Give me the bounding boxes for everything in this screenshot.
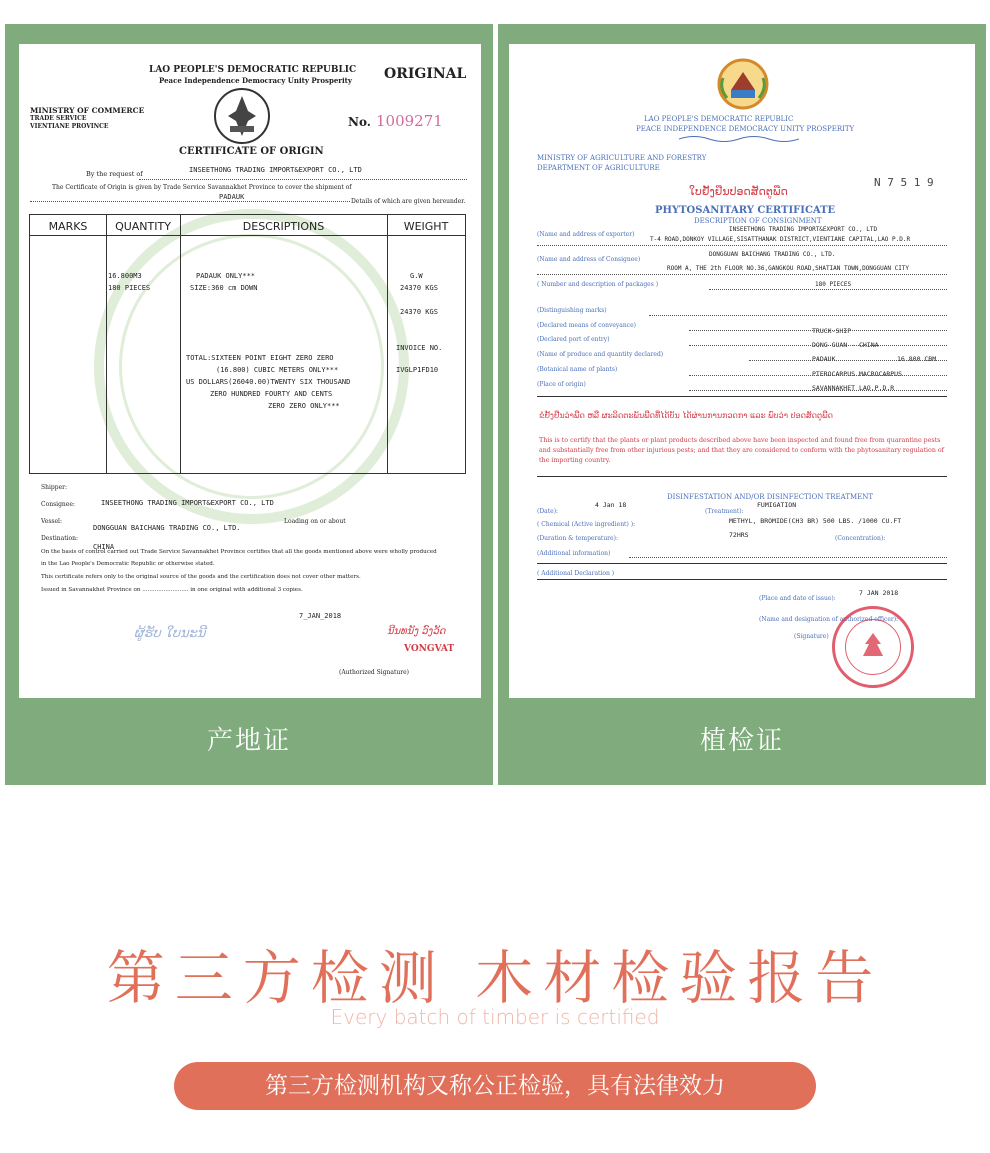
phyto-botanical-value: PTEROCARPUS MACROCARPUS bbox=[812, 370, 903, 378]
phyto-duration-label: (Duration & temperature): bbox=[537, 535, 618, 542]
phyto-duration-value: 72HRS bbox=[729, 531, 749, 539]
phyto-treatment-value: FUMIGATION bbox=[757, 501, 797, 509]
co-ministry-line1: MINISTRY OF COMMERCE bbox=[30, 106, 145, 115]
co-authorized-signature: (Authorized Signature) bbox=[339, 669, 410, 676]
phytosanitary-certificate-panel bbox=[498, 24, 986, 785]
phyto-separator bbox=[537, 476, 947, 477]
co-consignee-label: Consignee: bbox=[41, 501, 75, 508]
co-officer-stamp: ນີນທນັງ ວົງວັດ bbox=[387, 626, 446, 637]
phyto-separator bbox=[537, 396, 947, 397]
certificate-of-origin-document bbox=[19, 44, 481, 698]
co-quantity-volume: 16.800M3 bbox=[108, 272, 142, 280]
co-ministry-line3: VIENTIANE PROVINCE bbox=[30, 123, 109, 130]
co-description-product: PADAUK ONLY*** bbox=[196, 272, 256, 280]
co-dotted-line bbox=[139, 179, 467, 180]
co-header-weight: WEIGHT bbox=[403, 220, 449, 233]
co-officer-name: VONGVAT bbox=[404, 644, 455, 654]
phyto-header-line2: PEACE INDEPENDENCE DEMOCRACY UNITY PROSPERITY bbox=[636, 125, 855, 133]
phyto-origin-label: (Place of origin) bbox=[537, 381, 586, 388]
co-quantity-pieces: 180 PIECES bbox=[108, 284, 151, 292]
co-basis-line: On the basis of control carried out Trade Service Savannakhet Province certifies that all the goods mentioned above were wholly produced bbox=[41, 549, 437, 555]
phyto-place-date-label: (Place and date of issue): bbox=[759, 595, 836, 602]
phyto-separator bbox=[537, 579, 947, 580]
phyto-additional-declaration: ( Additional Declaration ) bbox=[537, 570, 615, 577]
co-total-line: TOTAL:SIXTEEN POINT EIGHT ZERO ZERO bbox=[186, 354, 334, 362]
co-header-line1: LAO PEOPLE'S DEMOCRATIC REPUBLIC bbox=[149, 65, 357, 75]
co-total-line: (16.800) CUBIC METERS ONLY*** bbox=[216, 366, 339, 374]
phyto-exporter-address: T-4 ROAD,DONKOY VILLAGE,SISATTHANAK DISTRICT,VIENTIANE CAPITAL,LAO P.D.R bbox=[650, 236, 911, 243]
phyto-lao-certify: ຂໍຢັ້ງຢືນວ່າພືດ ຫລື ຜະລິດຕະພັນພືດທີ່ໄດ້ບັນ ໄດ້ຜ່ານການກວດກາ ແລະ ພົບວ່າ ປອດສັດຕູພືດ bbox=[539, 411, 833, 420]
co-loading-text: Loading on or about bbox=[284, 518, 346, 525]
phyto-exporter-name: INSEETHONG TRADING IMPORT&EXPORT CO., LTD bbox=[729, 226, 878, 233]
co-basis-line: Issued in Savannakhet Province on .......................... in one original with additional 3 copies. bbox=[41, 587, 303, 593]
phyto-ministry-line2: DEPARTMENT OF AGRICULTURE bbox=[537, 164, 660, 172]
phyto-packages-value: 180 PIECES bbox=[815, 281, 852, 288]
phyto-consignee-name: DONGGUAN BAICHANG TRADING CO., LTD. bbox=[709, 251, 836, 258]
lao-emblem-icon bbox=[717, 58, 769, 110]
phyto-origin-value: SAVANNAKHET LAO.P.D.R bbox=[812, 384, 895, 392]
co-destination-label: Destination: bbox=[41, 535, 79, 542]
seal-emblem-icon bbox=[857, 630, 889, 662]
co-dotted-line bbox=[30, 201, 350, 202]
co-weight-gross: 24370 KGS bbox=[400, 284, 438, 292]
phyto-chemical-label: ( Chemical (Active ingredient) ): bbox=[537, 521, 636, 528]
co-shipper-label: Shipper: bbox=[41, 484, 68, 491]
co-vessel-label: Vessel: bbox=[41, 518, 62, 525]
phyto-signature-label: (Signature) bbox=[794, 633, 829, 640]
phyto-ministry-line1: MINISTRY OF AGRICULTURE AND FORESTRY bbox=[537, 154, 707, 162]
phyto-conveyance-value: TRUCK-SHIP bbox=[812, 327, 852, 335]
co-basis-line: in the Lao People's Democratic Republic or otherwise stated. bbox=[41, 561, 215, 567]
phyto-caption: 植检证 bbox=[699, 726, 784, 756]
main-headline: 第三方检测 木材检验报告 bbox=[106, 944, 884, 1012]
co-shipment-value: PADAUK bbox=[219, 193, 245, 201]
co-header-quantity: QUANTITY bbox=[115, 220, 171, 233]
phyto-exporter-label: (Name and address of exporter) bbox=[537, 231, 635, 238]
co-request-label: By the request of bbox=[86, 170, 143, 178]
phyto-officer-label: (Name and designation of authorized officer): bbox=[759, 616, 899, 623]
phyto-concentration-label: (Concentration): bbox=[835, 535, 886, 542]
co-destination-value: CHINA bbox=[93, 543, 115, 551]
co-description-size: SIZE:360 cm DOWN bbox=[190, 284, 258, 292]
statement-pill: 第三方检测机构又称公正检验，具有法律效力 bbox=[174, 1062, 816, 1110]
phyto-produce-value: PADAUK bbox=[812, 355, 836, 363]
co-header-marks: MARKS bbox=[48, 220, 88, 233]
co-total-line: ZERO ZERO ONLY*** bbox=[268, 402, 340, 410]
phyto-chemical-value: METHYL, BROMIDE(CH3 BR) 500 LBS. /1000 CU.FT bbox=[729, 517, 902, 525]
co-invoice-label: INVOICE NO. bbox=[396, 344, 443, 352]
phyto-produce-quantity: 16.800 CBM bbox=[897, 355, 937, 363]
co-number-label: No. bbox=[348, 115, 371, 129]
co-number-value: 1009271 bbox=[376, 112, 443, 130]
ornament-divider-icon bbox=[679, 134, 799, 144]
phyto-produce-label: (Name of produce and quantity declared) bbox=[537, 351, 664, 358]
phyto-treatment-label: (Treatment): bbox=[705, 508, 744, 515]
phyto-treatment-title: DISINFESTATION AND/OR DISINFECTION TREATMENT bbox=[667, 493, 874, 501]
co-original-label: ORIGINAL bbox=[384, 66, 467, 82]
phyto-botanical-label: (Botanical name of plants) bbox=[537, 366, 618, 373]
origin-caption: 产地证 bbox=[206, 726, 291, 756]
lao-emblem-icon bbox=[212, 86, 272, 146]
phyto-treatment-date: 4 Jan 18 bbox=[595, 501, 627, 509]
phyto-header-line1: LAO PEOPLE'S DEMOCRATIC REPUBLIC bbox=[644, 115, 794, 123]
phyto-port-value: DONG GUAN - CHINA bbox=[812, 341, 879, 349]
co-vessel-value: DONGGUAN BAICHANG TRADING CO., LTD. bbox=[93, 524, 241, 532]
phyto-marks-label: (Distinguishing marks) bbox=[537, 307, 607, 314]
co-basis-line: This certificate refers only to the original source of the goods and the certification does not cover other matters. bbox=[41, 574, 361, 580]
phyto-packages-label: ( Number and description of packages ) bbox=[537, 281, 659, 288]
co-total-line: US DOLLARS(26040.00)TWENTY SIX THOUSAND bbox=[186, 378, 351, 386]
co-title: CERTIFICATE OF ORIGIN bbox=[179, 146, 324, 157]
phyto-port-label: (Declared port of entry) bbox=[537, 336, 610, 343]
co-invoice-number: IVGLP1FD10 bbox=[396, 366, 439, 374]
phyto-consignee-label: (Name and address of Consignee) bbox=[537, 256, 641, 263]
phytosanitary-certificate-document bbox=[509, 44, 975, 698]
phyto-certify-text: This is to certify that the plants or plant products described above have been inspected and found free from quarantine pests and substantially free from other injurious pests; and that they are considered to conform with the phytosanitary regulation of the importing country. bbox=[539, 437, 944, 464]
phyto-place-date-value: 7 JAN 2018 bbox=[859, 589, 899, 597]
co-weight-net: 24370 KGS bbox=[400, 308, 438, 316]
phyto-date-label: (Date): bbox=[537, 508, 559, 515]
phyto-consignee-address: ROOM A, THE 2th FLOOR NO.36,GANGKOU ROAD,SHATIAN TOWN,DONGGUAN CITY bbox=[667, 265, 910, 272]
co-weight-label: G.W bbox=[410, 272, 423, 280]
co-consignee-value: INSEETHONG TRADING IMPORT&EXPORT CO., LTD bbox=[101, 499, 274, 507]
co-details-text: Details of which are given hereunder. bbox=[351, 198, 466, 205]
certificate-of-origin-panel bbox=[5, 24, 493, 785]
co-goods-table bbox=[29, 214, 466, 474]
co-request-value: INSEETHONG TRADING IMPORT&EXPORT CO., LTD bbox=[189, 166, 362, 174]
co-header-line2: Peace Independence Democracy Unity Prosperity bbox=[159, 76, 352, 85]
co-ministry-line2: TRADE SERVICE bbox=[30, 115, 87, 122]
phyto-separator bbox=[537, 563, 947, 564]
co-issue-date: 7_JAN_2018 bbox=[299, 612, 342, 620]
co-stamp-signature: ຜູ້ຮັບ ໃບນະນີ bbox=[134, 626, 206, 641]
co-total-line: ZERO HUNDRED FOURTY AND CENTS bbox=[210, 390, 333, 398]
phyto-conveyance-label: (Declared means of conveyance) bbox=[537, 322, 636, 329]
phyto-subtitle: DESCRIPTION OF CONSIGNMENT bbox=[694, 217, 822, 225]
phyto-lao-title: ໃບຢັ້ງຢືນປອດສັດຕູພືດ bbox=[689, 185, 788, 198]
co-given-text: The Certificate of Origin is given by Trade Service Savannakhet Province to cover the shipment of bbox=[52, 184, 352, 191]
co-header-descriptions: DESCRIPTIONS bbox=[242, 220, 325, 233]
sub-headline: Every batch of timber is certified bbox=[330, 1005, 660, 1029]
phyto-additional-info: (Additional information) bbox=[537, 550, 611, 557]
phyto-title: PHYTOSANITARY CERTIFICATE bbox=[655, 205, 836, 216]
phyto-number: N 7 5 1 9 bbox=[874, 176, 934, 189]
